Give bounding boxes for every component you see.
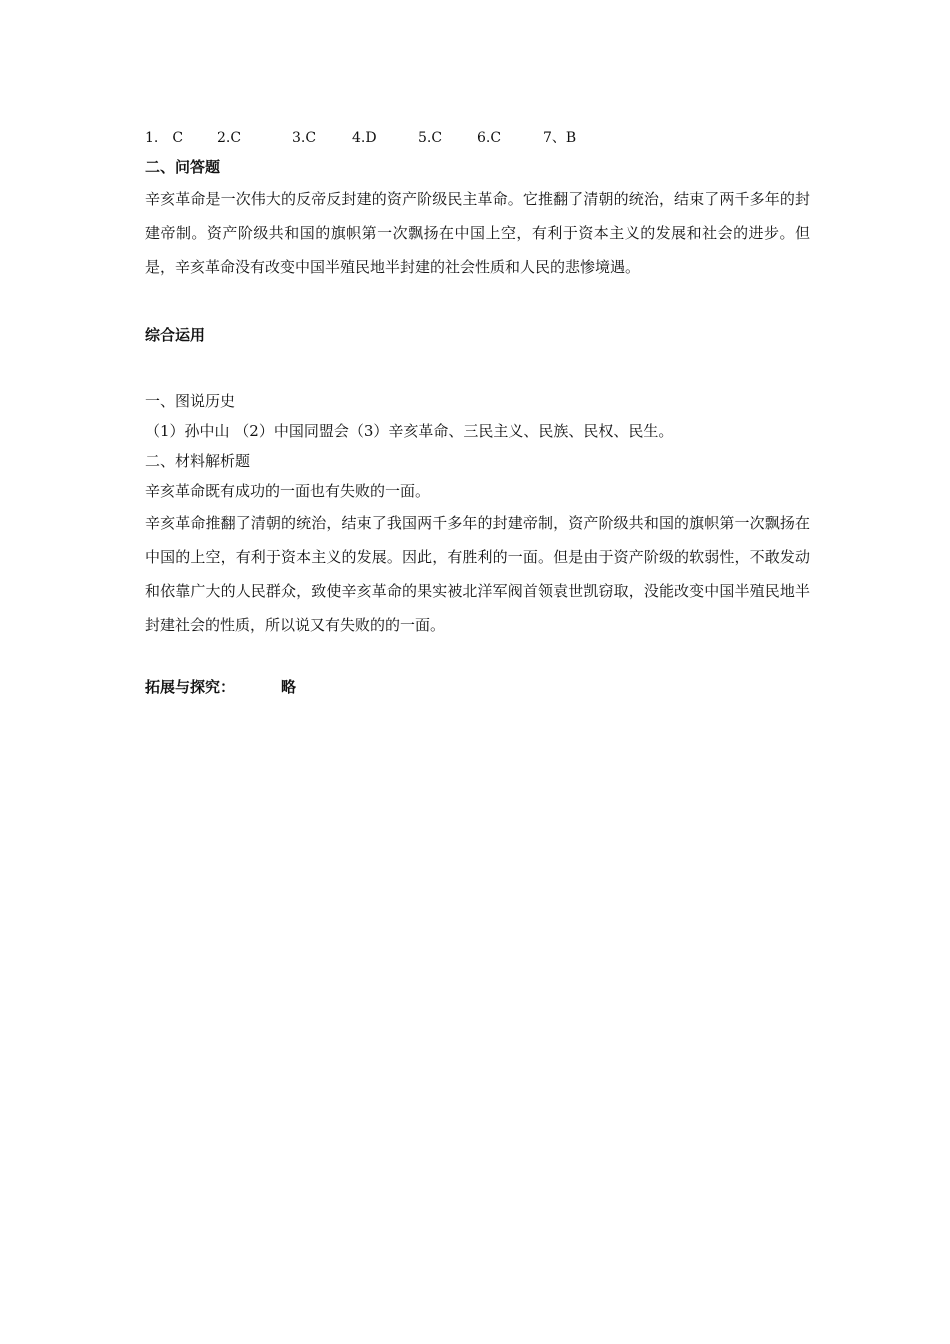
answer-1: 1. C [145,130,184,146]
extension-value: 略 [281,678,297,696]
answer-2: 2.C [217,130,242,146]
spacer [145,642,810,672]
material-analysis-heading: 二、材料解析题 [145,452,251,470]
picture-history-heading: 一、图说历史 [145,392,236,410]
extension-row [145,672,810,702]
answer-5: 5.C [418,130,443,146]
multiple-choice-answers [145,124,810,152]
answer-4: 4.D [352,130,377,146]
answer-7: 7、B [543,130,577,146]
answer-sheet [145,124,810,702]
material-analysis-paragraph: 辛亥革命推翻了清朝的统治，结束了我国两千多年的封建帝制，资产阶级共和国的旗帜第一次飘扬在中国的上空，有利于资本主义的发展。因此，有胜利的一面。但是由于资产阶级的软弱性，不敢发动和依靠广大的人民群众，致使辛亥革命的果实被北洋军阀首领袁世凯窃取，没能改变中国半殖民地半封建社会的性质，所以说又有失败的的一面。 [145,514,810,634]
extension-label: 拓展与探究： [145,678,236,696]
picture-history-answer: （1）孙中山 （2）中国同盟会（3）辛亥革命、三民主义、民族、民权、民生。 [145,422,674,440]
qa-paragraph: 辛亥革命是一次伟大的反帝反封建的资产阶级民主革命。它推翻了清朝的统治，结束了两千多年的封建帝制。资产阶级共和国的旗帜第一次飘扬在中国上空，有利于资本主义的发展和社会的进步。但是，辛亥革命没有改变中国半殖民地半封建的社会性质和人民的悲惨境遇。 [145,190,810,276]
comprehensive-title: 综合运用 [145,326,206,344]
answer-3: 3.C [292,130,317,146]
qa-heading: 二、问答题 [145,158,221,176]
spacer [145,350,810,386]
spacer [145,284,810,320]
answer-6: 6.C [477,130,502,146]
material-analysis-line: 辛亥革命既有成功的一面也有失败的一面。 [145,482,431,500]
